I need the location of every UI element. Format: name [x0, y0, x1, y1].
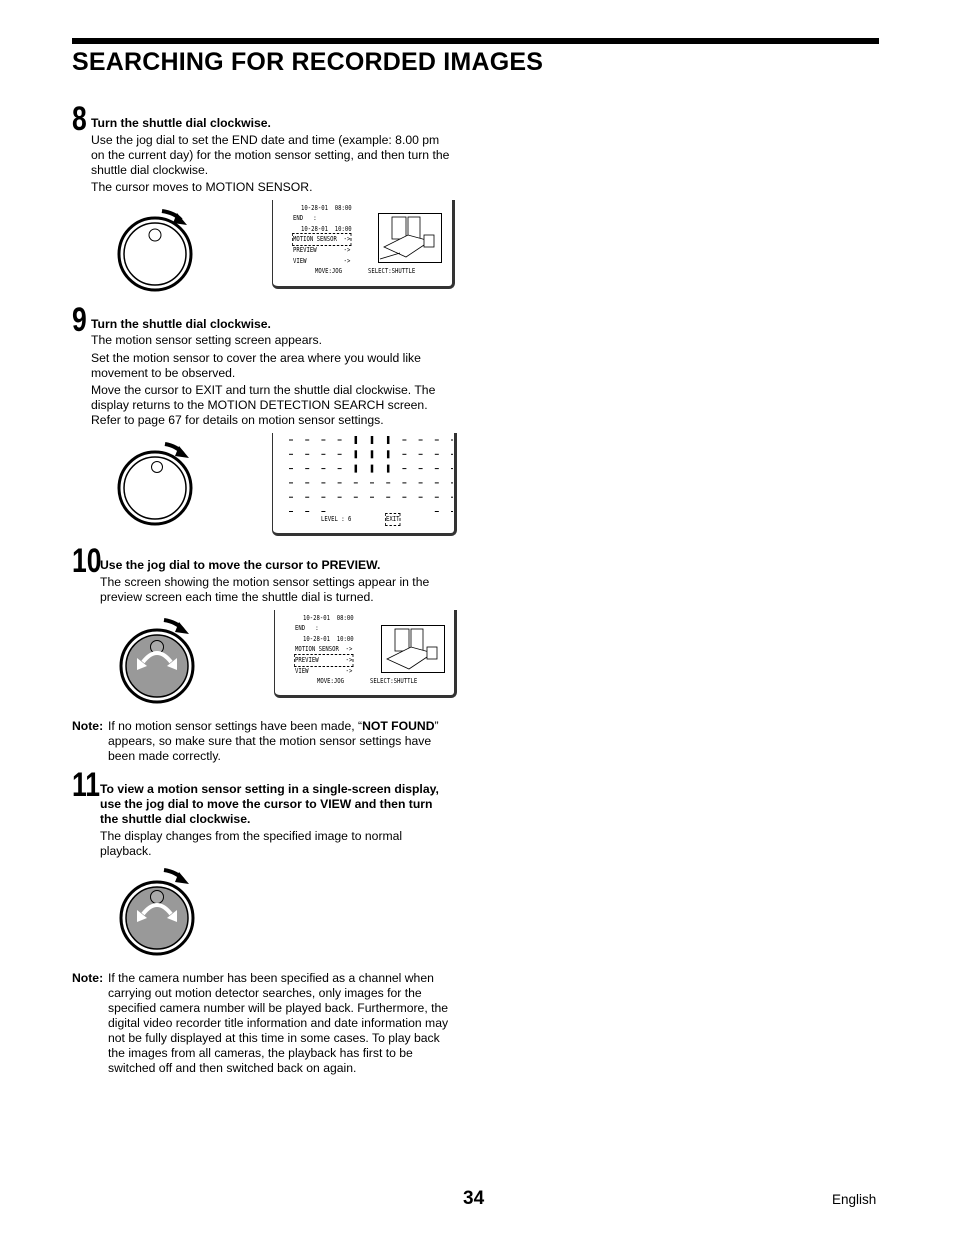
step-text: display returns to the MOTION DETECTION SEARCH screen. — [91, 398, 428, 412]
step-text: preview screen each time the shuttle dial is turned. — [100, 590, 374, 604]
step-number: 8 — [72, 100, 87, 138]
jog-dial-icon — [115, 614, 200, 706]
note-text: not be fully displayed at this time in some cases. To play back — [108, 1031, 440, 1045]
start-time: 10-28-01 08:00 — [303, 614, 354, 622]
sensor-screen — [272, 433, 457, 536]
note-label: Note: — [72, 971, 104, 985]
end-label: END : — [295, 624, 319, 632]
step-number: 9 — [72, 301, 87, 339]
note-text: carrying out motion detector searches, only images for the — [108, 986, 422, 1000]
language-label: English — [832, 1192, 877, 1207]
sensor-grid — [273, 433, 453, 533]
step-heading: To view a motion sensor setting in a single-screen display, — [100, 782, 439, 796]
page-number: 34 — [463, 1188, 485, 1209]
exit-button[interactable]: EXIT — [386, 515, 400, 523]
search-screen — [272, 200, 455, 289]
preview-item: PREVIEW -> — [293, 246, 351, 254]
step-text: movement to be observed. — [91, 366, 236, 380]
step-text: The screen showing the motion sensor settings appear in the — [100, 575, 430, 589]
step-number: 11 — [72, 766, 101, 804]
step-heading: Turn the shuttle dial clockwise. — [91, 116, 271, 130]
move-hint: MOVE:JOG — [317, 677, 344, 685]
shuttle-dial-icon — [115, 436, 200, 526]
note-text: the images from all cameras, the playback has first to be — [108, 1046, 413, 1060]
step-heading: Use the jog dial to move the cursor to PREVIEW. — [100, 558, 381, 572]
room-thumbnail-icon — [381, 625, 445, 673]
page-title: SEARCHING FOR RECORDED IMAGES — [72, 48, 544, 76]
step-text: on the current day) for the motion sensor setting, and then turn the — [91, 148, 450, 162]
note-text: If no motion sensor settings have been made, “NOT FOUND” — [108, 719, 439, 733]
motion-sensor-item: MOTION SENSOR -> — [293, 235, 351, 243]
note-text: been made correctly. — [108, 749, 221, 763]
step-text: The motion sensor setting screen appears. — [91, 333, 323, 347]
select-hint: SELECT:SHUTTLE — [368, 267, 416, 275]
step-number: 10 — [72, 542, 102, 580]
step-text: Use the jog dial to set the END date and time (example: 8.00 pm — [91, 133, 440, 147]
note-text: switched off and then switched back on again. — [108, 1061, 357, 1075]
end-time: 10-28-01 10:00 — [301, 225, 352, 233]
step-heading: the shuttle dial clockwise. — [100, 812, 251, 826]
view-item: VIEW -> — [293, 257, 351, 265]
note-text: digital video recorder title information and date information may — [108, 1016, 449, 1030]
preview-item: PREVIEW -> — [295, 656, 353, 664]
note-label: Note: — [72, 719, 104, 733]
preview-screen — [274, 610, 457, 698]
step-text: The display changes from the specified image to normal — [100, 829, 403, 843]
end-label: END : — [293, 214, 317, 222]
view-item: VIEW -> — [295, 667, 353, 675]
header-rule — [72, 38, 879, 44]
step-text: Refer to page 67 for details on motion sensor settings. — [91, 413, 384, 427]
step-text: Move the cursor to EXIT and turn the shuttle dial clockwise. The — [91, 383, 436, 397]
move-hint: MOVE:JOG — [315, 267, 342, 275]
note-text: appears, so make sure that the motion sensor settings have — [108, 734, 432, 748]
note-text: specified camera number will be played back. Furthermore, the — [108, 1001, 449, 1015]
select-hint: SELECT:SHUTTLE — [370, 677, 418, 685]
step-text: The cursor moves to MOTION SENSOR. — [91, 180, 313, 194]
jog-dial-icon — [115, 866, 200, 958]
step-text: Set the motion sensor to cover the area where you would like — [91, 351, 421, 365]
start-time: 10-28-01 08:00 — [301, 204, 352, 212]
end-time: 10-28-01 10:00 — [303, 635, 354, 643]
step-text: playback. — [100, 844, 152, 858]
note-text: If the camera number has been specified as a channel when — [108, 971, 434, 985]
step-heading: use the jog dial to move the cursor to VIEW and then turn — [100, 797, 433, 811]
motion-sensor-item: MOTION SENSOR -> — [295, 645, 353, 653]
room-thumbnail-icon — [378, 213, 442, 263]
step-text: shuttle dial clockwise. — [91, 163, 209, 177]
step-heading: Turn the shuttle dial clockwise. — [91, 317, 271, 331]
level-label: LEVEL : 6 — [321, 515, 352, 523]
shuttle-dial-icon — [115, 205, 200, 295]
